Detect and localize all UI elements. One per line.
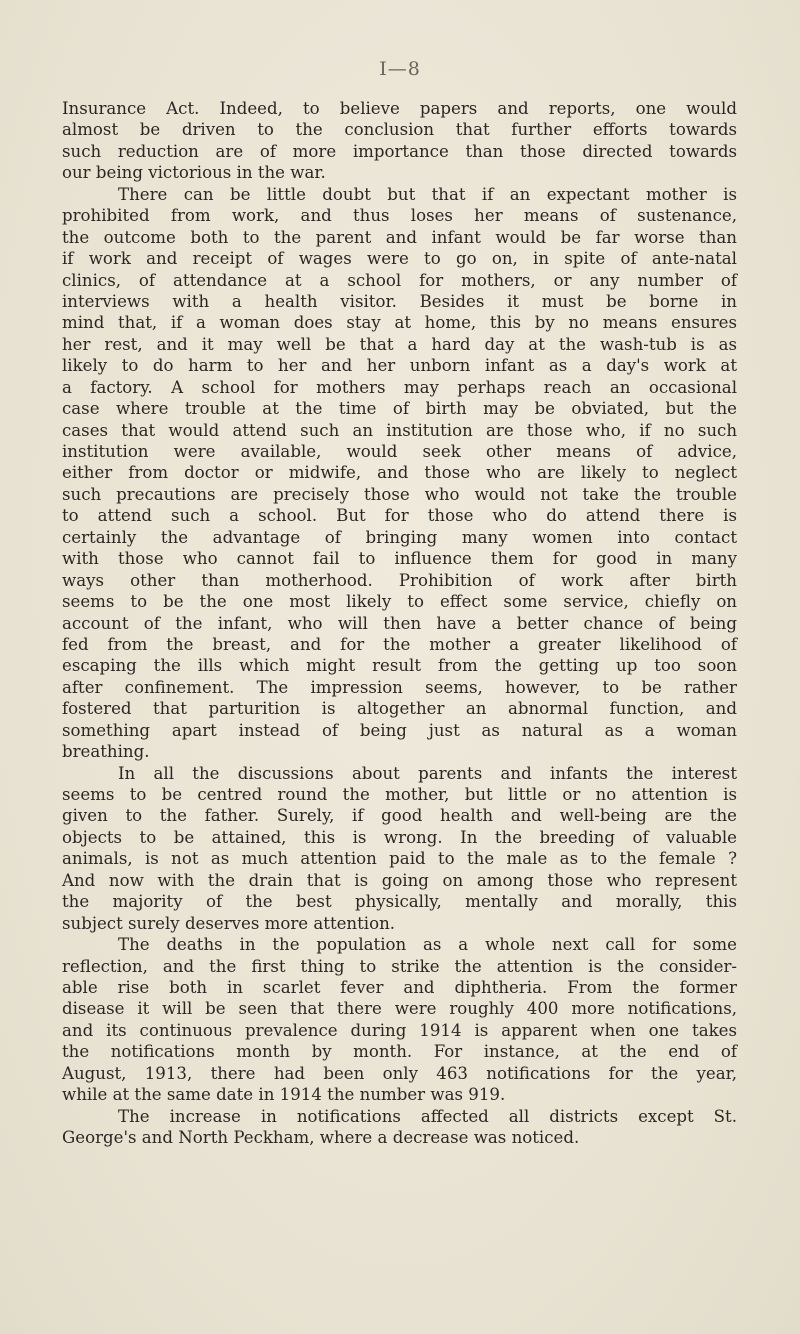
body-text	[62, 98, 737, 1148]
text-line: our being victorious in the war.	[62, 163, 326, 183]
text-line: fostered that parturition is altogether an abnormal function, and	[62, 699, 737, 719]
text-line: her rest, and it may well be that a hard day at the wash-tub is as	[62, 334, 737, 354]
text-line: likely to do harm to her and her unborn infant as a day's work at	[62, 356, 737, 376]
text-line: ways other than motherhood. Prohibition of work after birth	[62, 570, 737, 590]
text-line: George's and North Peckham, where a decrease was noticed.	[62, 1128, 580, 1147]
text-line: reflection, and the first thing to strike the attention is the consider-	[62, 956, 737, 976]
text-line: seems to be centred round the mother, but little or no attention is	[62, 785, 737, 804]
text-line: such precautions are precisely those who would not take the trouble	[62, 484, 737, 504]
text-line: In all the discussions about parents and infants the interest	[118, 763, 737, 783]
text-line: almost be driven to the conclusion that further efforts towards	[62, 120, 737, 140]
text-line: able rise both in scarlet fever and diphtheria. From the former	[62, 977, 737, 997]
text-line: such reduction are of more importance than those directed towards	[62, 141, 737, 161]
text-line: And now with the drain that is going on among those who represent	[62, 870, 737, 890]
text-line: the notifications month by month. For instance, at the end of	[62, 1042, 737, 1062]
text-line: August, 1913, there had been only 463 notifications for the year,	[62, 1063, 737, 1083]
text-line: disease it will be seen that there were roughly 400 more notifications,	[62, 999, 737, 1019]
text-line: Insurance Act. Indeed, to believe papers and reports, one would	[62, 99, 737, 118]
text-line: seems to be the one most likely to effect some service, chiefly on	[62, 592, 737, 612]
text-line: escaping the ills which might result from the getting up too soon	[62, 656, 737, 676]
text-line: cases that would attend such an institution are those who, if no such	[62, 420, 737, 440]
text-line: subject surely deserves more attention.	[62, 913, 396, 933]
text-line: case where trouble at the time of birth may be obviated, but the	[62, 399, 737, 419]
text-line: either from doctor or midwife, and those who are likely to neglect	[62, 463, 737, 483]
text-line: and its continuous prevalence during 1914 is apparent when one takes	[62, 1020, 737, 1040]
text-line: The deaths in the population as a whole next call for some	[118, 935, 737, 955]
text-line: after confinement. The impression seems, however, to be rather	[62, 677, 737, 697]
text-line: There can be little doubt but that if an expectant mother is	[118, 184, 737, 204]
text-line: something apart instead of being just as natural as a woman	[62, 720, 737, 740]
text-line: animals, is not as much attention paid to the male as to the female ?	[62, 849, 737, 869]
text-line: mind that, if a woman does stay at home, this by no means ensures	[62, 313, 737, 333]
text-line: prohibited from work, and thus loses her means of sustenance,	[62, 206, 737, 226]
text-line: the majority of the best physically, mentally and morally, this	[62, 892, 737, 912]
text-line: to attend such a school. But for those who do attend there is	[62, 506, 737, 526]
text-line: a factory. A school for mothers may perhaps reach an occasional	[62, 377, 737, 397]
text-line: given to the father. Surely, if good health and well-being are the	[62, 806, 737, 826]
text-line: account of the infant, who will then have a better chance of being	[62, 613, 737, 633]
text-line: while at the same date in 1914 the number was 919.	[62, 1085, 506, 1105]
text-line: breathing.	[62, 742, 150, 762]
page-number: I—8	[379, 58, 421, 80]
text-line: certainly the advantage of bringing many women into contact	[62, 527, 737, 547]
text-line: if work and receipt of wages were to go on, in spite of ante-natal	[62, 249, 737, 269]
text-line: the outcome both to the parent and infant would be far worse than	[62, 227, 737, 247]
text-line: objects to be attained, this is wrong. In the breeding of valuable	[62, 827, 737, 847]
text-line: interviews with a health visitor. Besides it must be borne in	[62, 291, 737, 311]
text-line: clinics, of attendance at a school for mothers, or any number of	[62, 270, 737, 290]
text-line: fed from the breast, and for the mother a greater likelihood of	[62, 634, 737, 654]
text-line: The increase in notifications affected all districts except St.	[118, 1106, 737, 1126]
text-line: with those who cannot fail to influence them for good in many	[62, 549, 737, 569]
text-line: institution were available, would seek other means of advice,	[62, 442, 737, 461]
